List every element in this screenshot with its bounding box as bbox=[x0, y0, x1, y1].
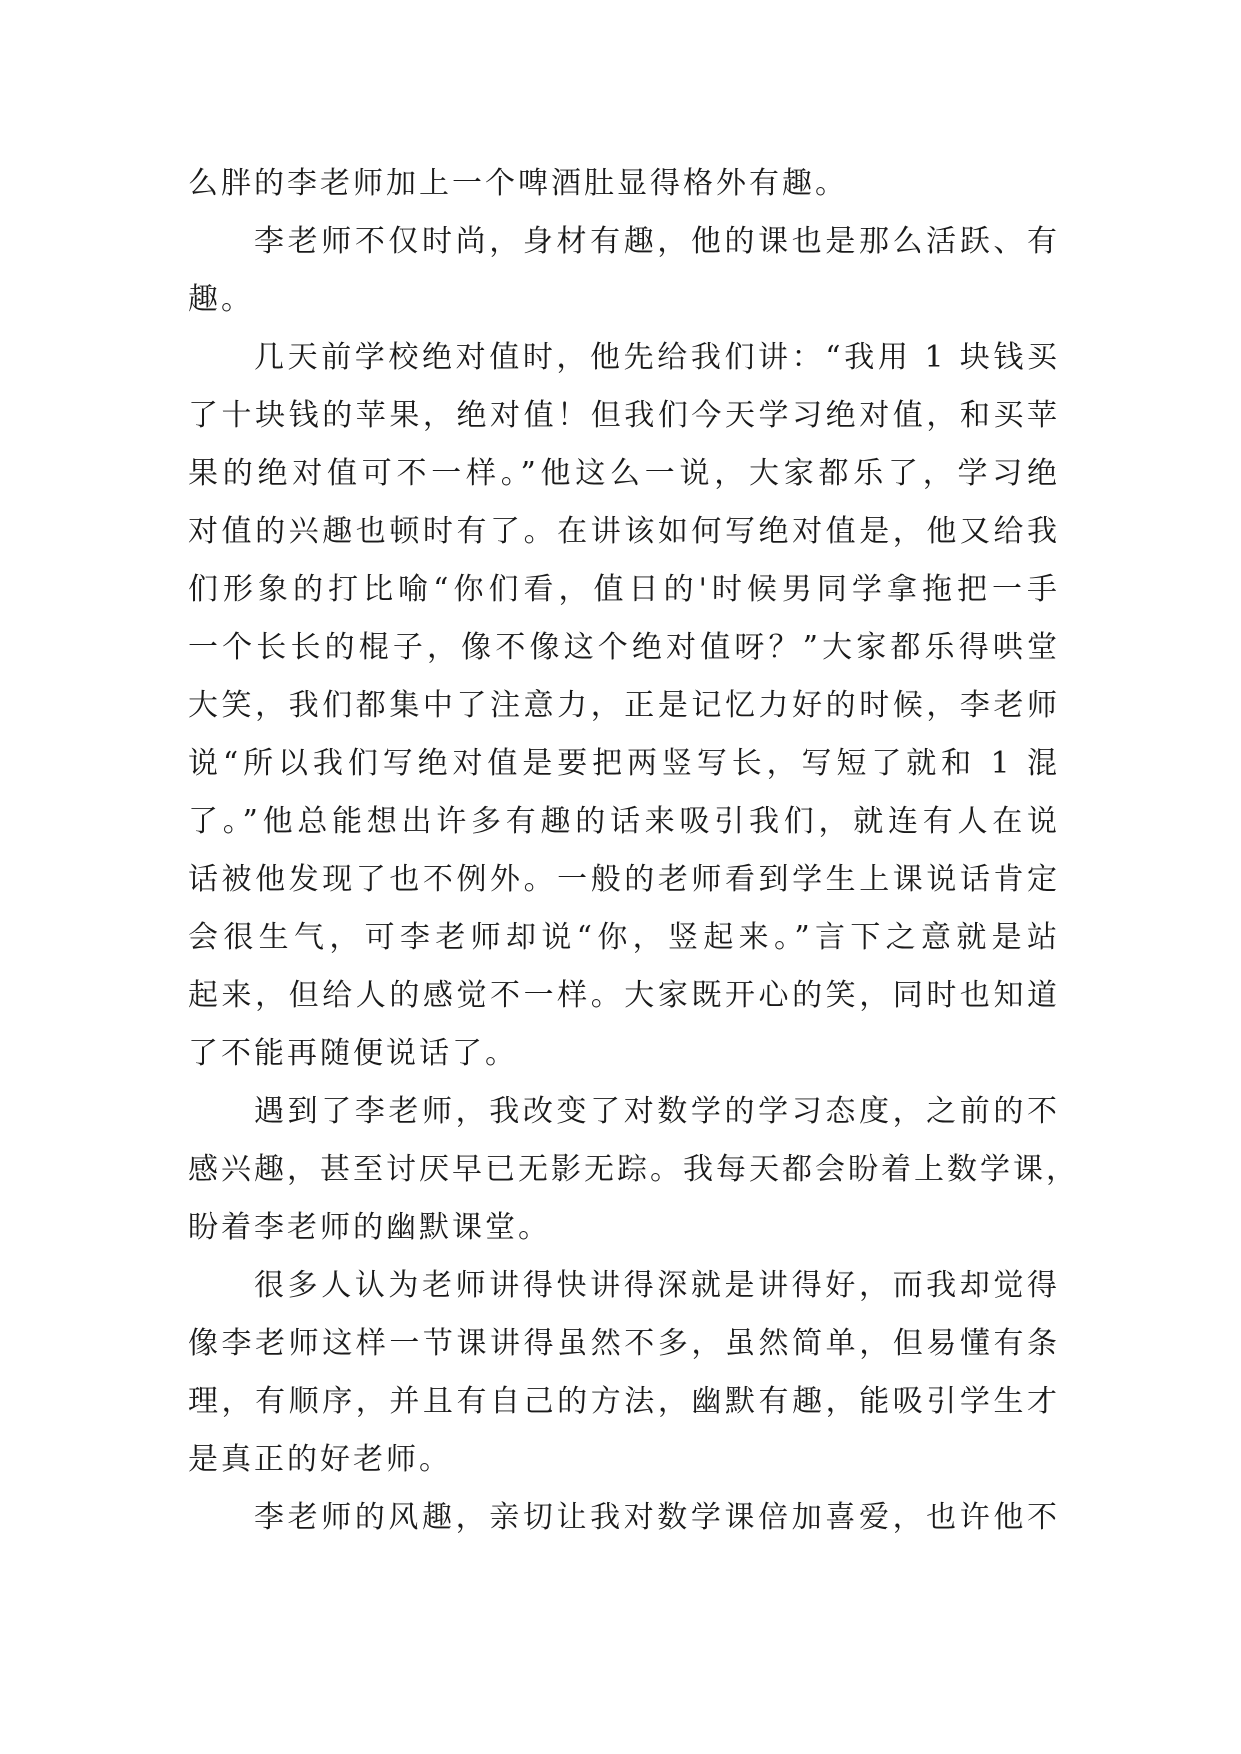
text-line: 大笑，我们都集中了注意力，正是记忆力好的时候，李老师 bbox=[188, 688, 1060, 723]
paragraph bbox=[188, 329, 1060, 1083]
text-line: 了十块钱的苹果，绝对值！但我们今天学习绝对值，和买苹 bbox=[188, 398, 1060, 433]
paragraph bbox=[188, 1083, 1079, 1257]
text-line: 果的绝对值可不一样。”他这么一说，大家都乐了，学习绝 bbox=[188, 456, 1060, 491]
text-line: 话被他发现了也不例外。一般的老师看到学生上课说话肯定 bbox=[188, 862, 1060, 897]
paragraph bbox=[188, 155, 1060, 213]
text-line: 李老师不仅时尚，身材有趣，他的课也是那么活跃、有 bbox=[254, 224, 1060, 259]
text-line: 们形象的打比喻“你们看，值日的'时候男同学拿拖把一手 bbox=[188, 572, 1060, 607]
text-line: 一个长长的棍子，像不像这个绝对值呀？”大家都乐得哄堂 bbox=[188, 630, 1060, 665]
document-body bbox=[188, 155, 1079, 1547]
text-line: 趣。 bbox=[188, 282, 254, 317]
text-line: 像李老师这样一节课讲得虽然不多，虽然简单，但易懂有条 bbox=[188, 1326, 1060, 1361]
text-line: 几天前学校绝对值时，他先给我们讲：“我用 1 块钱买 bbox=[254, 340, 1060, 375]
text-line: 感兴趣，甚至讨厌早已无影无踪。我每天都会盼着上数学课， bbox=[188, 1152, 1079, 1187]
text-line: 很多人认为老师讲得快讲得深就是讲得好，而我却觉得 bbox=[254, 1268, 1060, 1303]
text-line: 么胖的李老师加上一个啤酒肚显得格外有趣。 bbox=[188, 166, 848, 201]
text-line: 会很生气，可李老师却说“你，竖起来。”言下之意就是站 bbox=[188, 920, 1060, 955]
text-line: 是真正的好老师。 bbox=[188, 1442, 452, 1477]
text-line: 遇到了李老师，我改变了对数学的学习态度，之前的不 bbox=[254, 1094, 1060, 1129]
paragraph bbox=[188, 213, 1060, 329]
paragraph bbox=[188, 1257, 1060, 1489]
paragraph bbox=[188, 1489, 1060, 1547]
text-line: 李老师的风趣，亲切让我对数学课倍加喜爱，也许他不 bbox=[254, 1500, 1060, 1535]
text-line: 起来，但给人的感觉不一样。大家既开心的笑，同时也知道 bbox=[188, 978, 1060, 1013]
text-line: 了。”他总能想出许多有趣的话来吸引我们，就连有人在说 bbox=[188, 804, 1060, 839]
text-line: 说“所以我们写绝对值是要把两竖写长，写短了就和 1 混 bbox=[188, 746, 1060, 781]
text-line: 理，有顺序，并且有自己的方法，幽默有趣，能吸引学生才 bbox=[188, 1384, 1060, 1419]
text-line: 了不能再随便说话了。 bbox=[188, 1036, 518, 1071]
text-line: 对值的兴趣也顿时有了。在讲该如何写绝对值是，他又给我 bbox=[188, 514, 1060, 549]
text-line: 盼着李老师的幽默课堂。 bbox=[188, 1210, 551, 1245]
